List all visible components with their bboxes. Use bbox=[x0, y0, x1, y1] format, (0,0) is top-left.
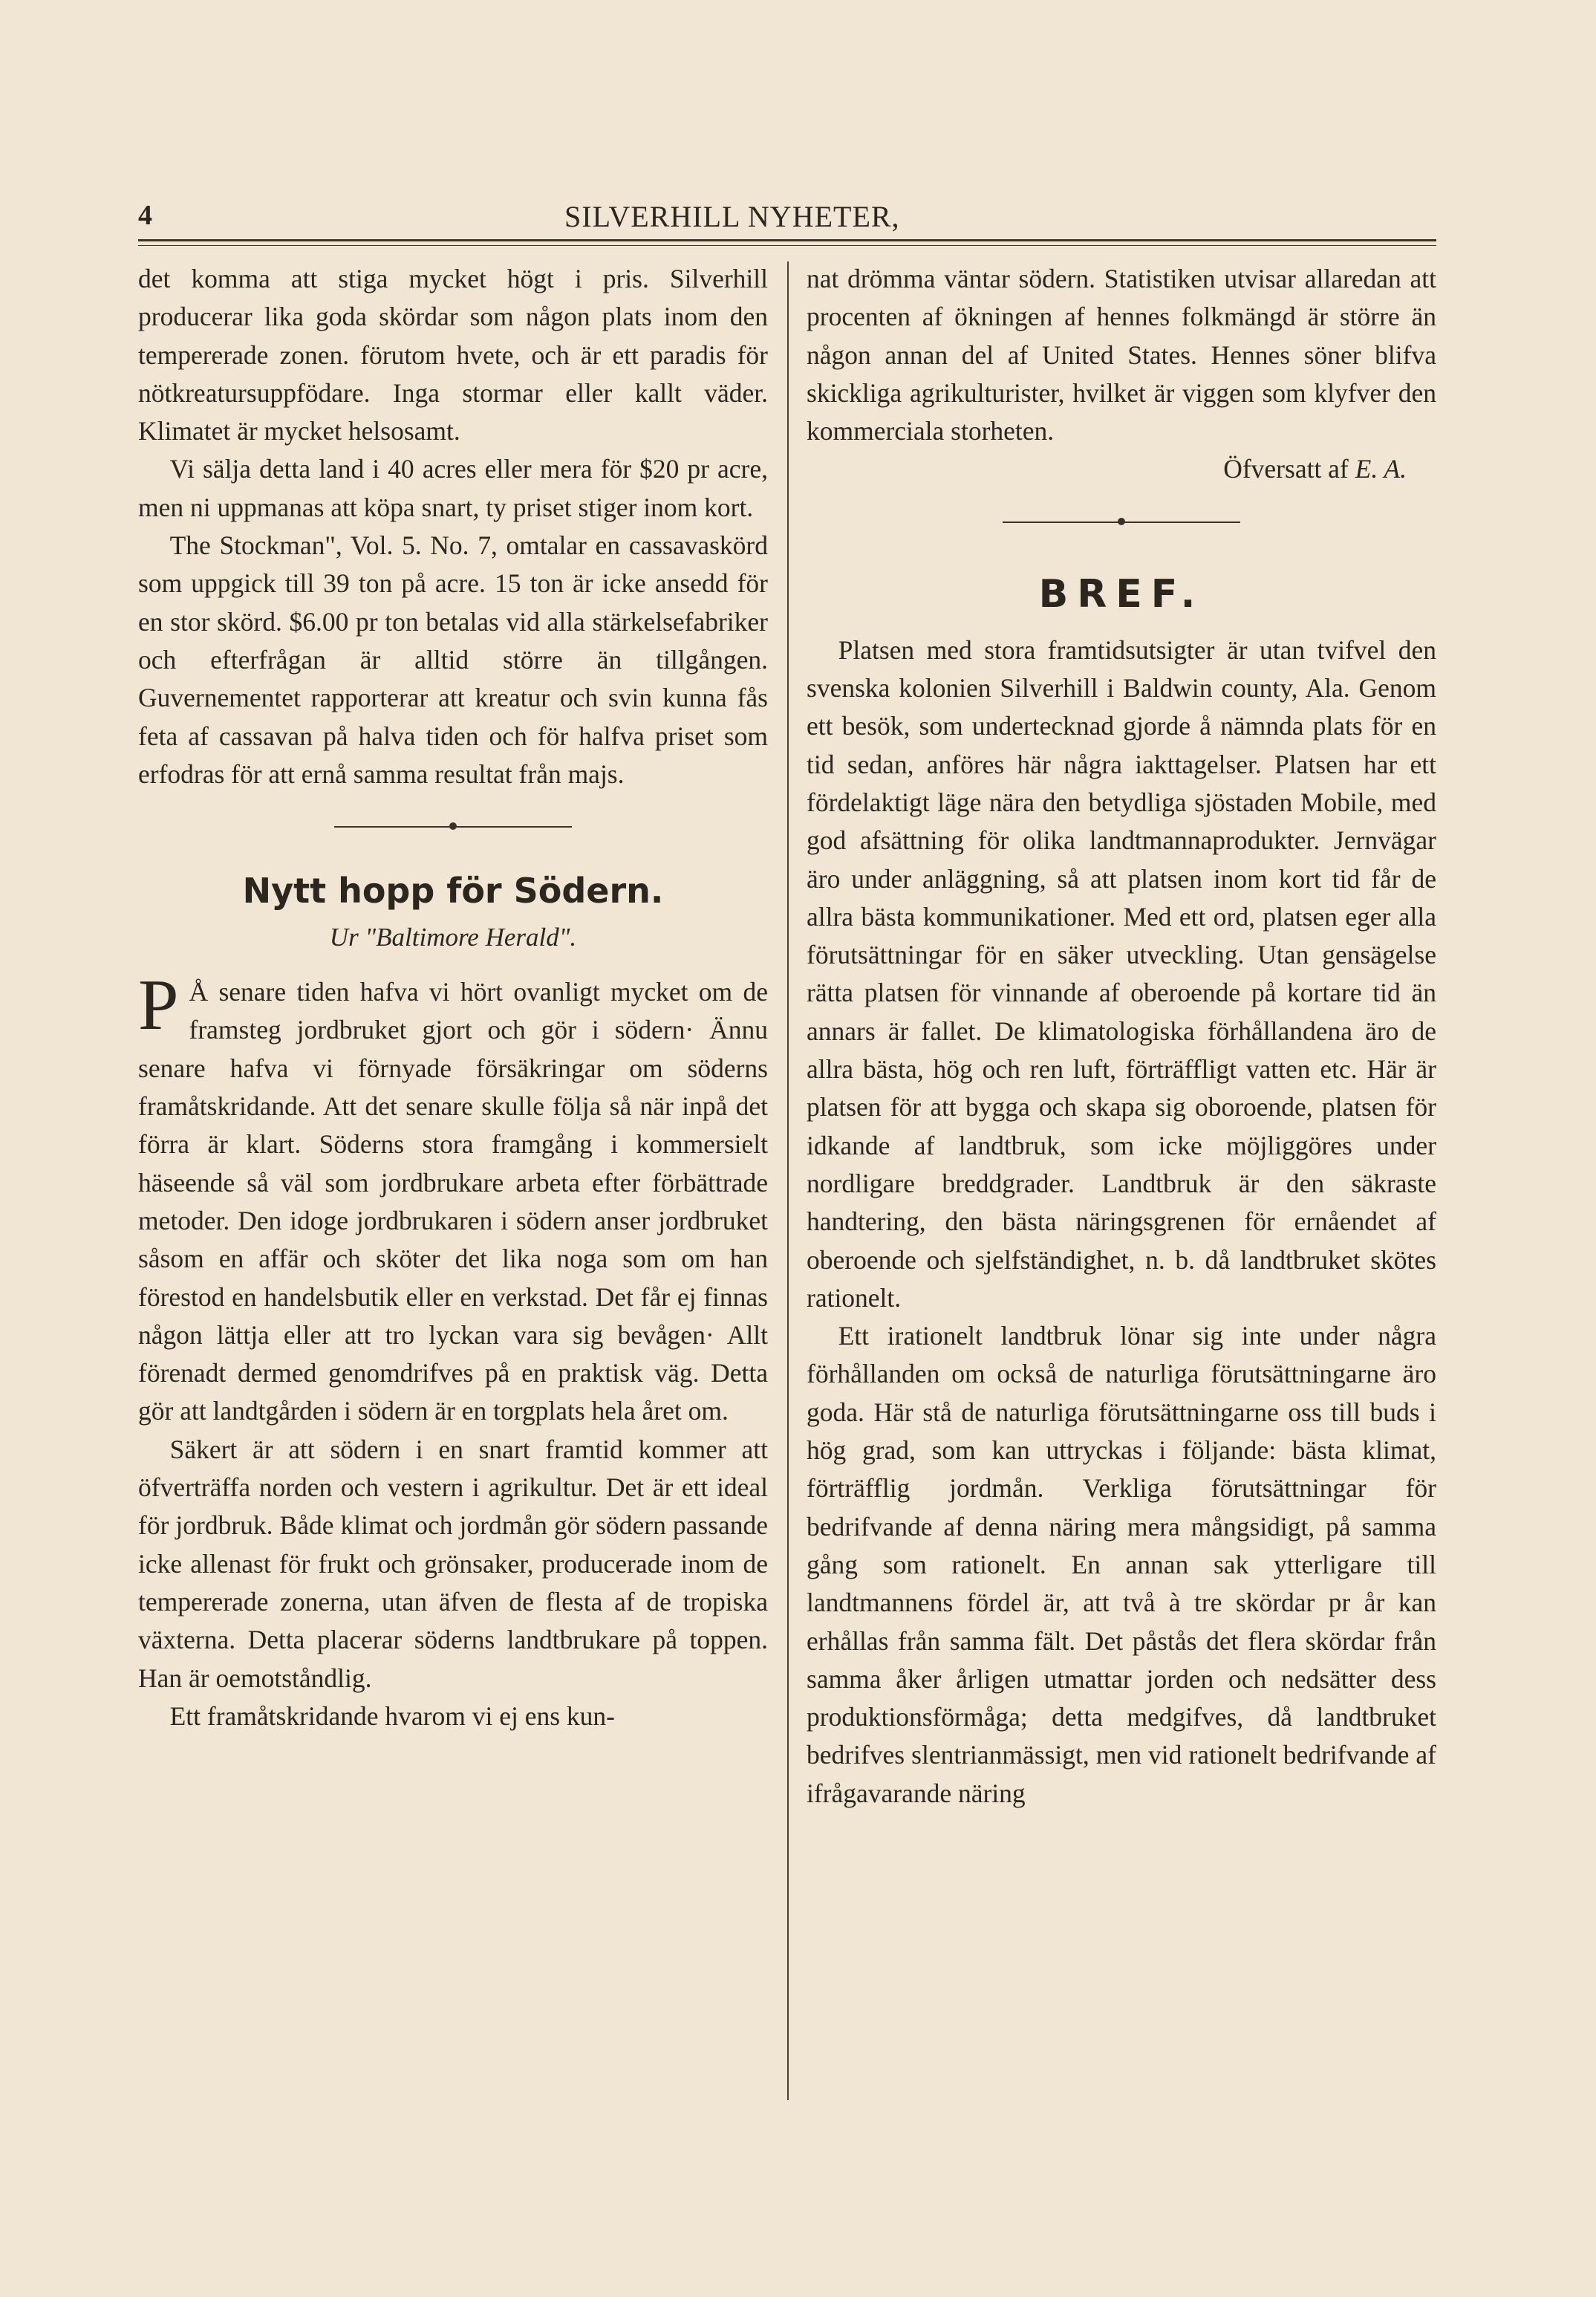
bref-title: BREF. bbox=[1038, 571, 1205, 617]
translator-name: E. A. bbox=[1355, 454, 1407, 484]
running-title: SILVERHILL NYHETER, bbox=[564, 200, 900, 233]
header-rule-thin bbox=[138, 245, 1436, 246]
paragraph-continued: nat drömma väntar södern. Statistiken utvisar allaredan att procenten af ökningen af hennes folkmängd är större än någon annan del af United States. Hennes söner blifva skickliga agrikulturister, hvilket är viggen som klyfver den kommerciala storheten. bbox=[807, 264, 1436, 446]
right-column bbox=[807, 260, 1436, 1813]
translator-signature bbox=[807, 450, 1436, 488]
article-paragraph: Ett framåtskridande hvarom vi ej ens kun- bbox=[169, 1700, 615, 1731]
article-title: Nytt hopp för Södern. bbox=[242, 871, 664, 912]
article-paragraph: Säkert är att södern i en snart framtid kommer att öfverträffa norden och vestern i agrikultur. Det är ett ideal för jordbruk. Både klimat och jordmån gör södern passande icke allenast för frukt och grönsaker, producerade inom de tempererade zonerna, utan äfven de flesta af de tropiska växterna. Detta placerar söderns landtbrukare på toppen. Han är oemotståndlig. bbox=[138, 1434, 768, 1693]
left-column bbox=[138, 260, 768, 1735]
section-separator bbox=[138, 793, 768, 865]
section-separator bbox=[807, 489, 1436, 560]
header-rule bbox=[138, 239, 1436, 241]
article-lead-paragraph bbox=[138, 965, 768, 1431]
bref-paragraph: Ett irationelt landtbruk lönar sig inte under några förhållanden om också de naturliga förutsättningarne äro goda. Här stå de naturliga förutsättningarne oss till buds i hög grad, som kan uttryckas i följande: bästa klimat, förträfflig jordmån. Verkliga förutsättningar för bedrifvande af denna näring mera mångsidigt, på samma gång som rationelt. En annan sak ytterligare till landtmannens fördel är, att två à tre skördar pr år kan erhållas från samma fält. Det påstås det flera skördar från samma åker årligen utmattar jorden och nedsätter dess produktionsförmåga; detta medgifves, då landtbruket bedrifves slentrianmässigt, men vid rationelt bedrifvande af ifrågavarande näring bbox=[807, 1321, 1436, 1808]
separator-dot bbox=[1118, 518, 1125, 525]
column-divider bbox=[787, 261, 789, 2100]
bref-paragraph: Platsen med stora framtidsutsigter är utan tvifvel den svenska kolonien Silverhill i Baldwin county, Ala. Genom ett besök, som undertecknad gjorde å nämnda plats för en tid sedan, anföres här några iakttagelser. Platsen har ett fördelaktigt läge nära den betydliga sjöstaden Mobile, med god afsättning för olika landtmannaprodukter. Jernvägar äro under anläggning, så att platsen inom kort tid får de allra bästa kommunikationer. Med ett ord, platsen eger alla förutsättningar för en säker utveckling. Utan gensägelse rätta platsen för vinnande af oberoende på kortare tid än annars är fallet. De klimatologiska förhållandena äro de allra bästa, hög och ren luft, förträffligt vatten etc. Här är platsen för att bygga och skapa sig oboroende, platsen för idkande af landtbruk, som icke möjliggöres under nordligare breddgrader. Landtbruk är den säkraste handtering, den bästa näringsgrenen för ernåendet af oberoende och sjelfständighet, n. b. då landtbruket skötes rationelt. bbox=[807, 634, 1436, 1313]
paragraph-land-price: Vi sälja detta land i 40 acres eller mera för $20 pr acre, men ni uppmanas att köpa snart, ty priset stiger inom kort. bbox=[138, 454, 768, 522]
separator-dot bbox=[449, 822, 457, 830]
article-lead-text: Å senare tiden hafva vi hört ovanligt mycket om de framsteg jordbruket gjort och gör i södern· Ännu senare hafva vi förnyade försäkringar om söderns framåtskridande. Att det senare skulle följa så när inpå det förra är klart. Söderns stora framgång i kommersielt häseende så väl som jordbrukare arbeta efter förbättrade metoder. Den idoge jordbrukaren i södern anser jordbruket såsom en affär och sköter det lika noga som om han förestod en handelsbutik eller en verkstad. Det får ej finnas någon lättja eller att tro lyckan vara sig bevågen· Allt förenadt dermed genomdrifves på en praktisk väg. Detta gör att landtgården i södern är en torgplats hela året om. bbox=[138, 977, 768, 1426]
translator-prefix: Öfversatt af bbox=[1223, 454, 1349, 484]
article-source: Ur "Baltimore Herald". bbox=[329, 923, 577, 952]
drop-cap: P bbox=[138, 965, 179, 1046]
paragraph-cassava: The Stockman", Vol. 5. No. 7, omtalar en cassavaskörd som uppgick till 39 ton på acre. 15 ton är icke ansedd för en stor skörd. $6.00 pr ton betalas vid alla stärkelsefabriker och efterfrågan är alltid större än tillgången. Guvernementet rapporterar att kreatur och svin kunna fås feta af cassavan på halva tiden och för halfva priset som erfodras för att ernå samma resultat från majs. bbox=[138, 530, 768, 789]
page-number: 4 bbox=[138, 200, 152, 231]
paragraph-continued: det komma att stiga mycket högt i pris. Silverhill producerar lika goda skördar som någon plats inom den tempererade zonen. förutom hvete, och är ett paradis för nötkreatursuppfödare. Inga stormar eller kallt väder. Klimatet är mycket helsosamt. bbox=[138, 264, 768, 446]
